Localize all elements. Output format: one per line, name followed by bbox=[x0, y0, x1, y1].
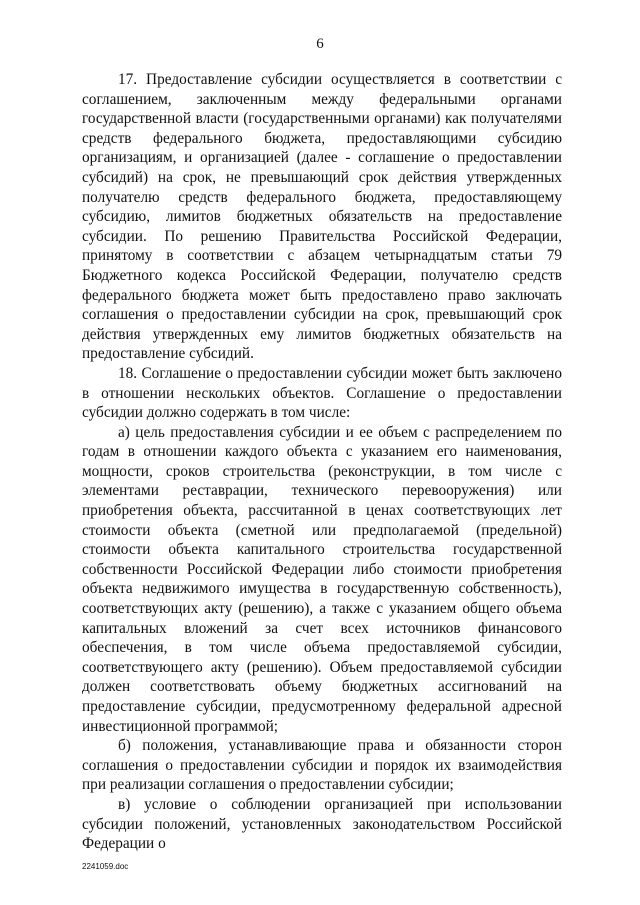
paragraph-18-item-a: а) цель предоставления субсидии и ее объем с распределением по годам в отношении каждого объекта с указанием его наименования, мощности, сроков строительства (реконструкции, в том числе с элементами реставрации, технического перевооружения) или приобретения объекта, рассчитанной в ценах соответствующих лет стоимости объекта (сметной или предполагаемой (предельной) стоимости объекта капитального строительства государственной собственности Российской Федерации либо стоимости приобретения объекта недвижимого имущества в государственную собственность), соответствующих акту (решению), а также с указанием общего объема капитальных вложений за счет всех источников финансового обеспечения, в том числе объема предоставляемой субсидии, соответствующего акту (решению). Объем предоставляемой субсидии должен соответствовать объему бюджетных ассигнований на предоставление субсидии, предусмотренному федеральной адресной инвестиционной программой; bbox=[82, 423, 562, 735]
document-body bbox=[82, 70, 562, 854]
paragraph-18-item-v: в) условие о соблюдении организацией при использовании субсидии положений, установленных законодательством Российской Федерации о bbox=[82, 795, 562, 853]
document-filename: 2241059.doc bbox=[82, 862, 129, 871]
paragraph-17: 17. Предоставление субсидии осуществляется в соответствии с соглашением, заключенным между федеральными органами государственной власти (государственными органами) как получателями средств федерального бюджета, предоставляющими субсидию организациям, и организацией (далее - соглашение о предоставлении субсидий) на срок, не превышающий срок действия утвержденных получателю средств федерального бюджета, предоставляющему субсидию, лимитов бюджетных обязательств на предоставление субсидии. По решению Правительства Российской Федерации, принятому в соответствии с абзацем четырнадцатым статьи 79 Бюджетного кодекса Российской Федерации, получателю средств федерального бюджета может быть предоставлено право заключать соглашения о предоставлении субсидии на срок, превышающий срок действия утвержденных ему лимитов бюджетных обязательств на предоставление субсидий. bbox=[82, 71, 562, 363]
page-number: 6 bbox=[316, 36, 324, 52]
paragraph-18: 18. Соглашение о предоставлении субсидии может быть заключено в отношении нескольких объектов. Соглашение о предоставлении субсидии должно содержать в том числе: bbox=[82, 364, 562, 422]
paragraph-18-item-b: б) положения, устанавливающие права и обязанности сторон соглашения о предоставлении субсидии и порядок их взаимодействия при реализации соглашения о предоставлении субсидии; bbox=[82, 737, 562, 794]
